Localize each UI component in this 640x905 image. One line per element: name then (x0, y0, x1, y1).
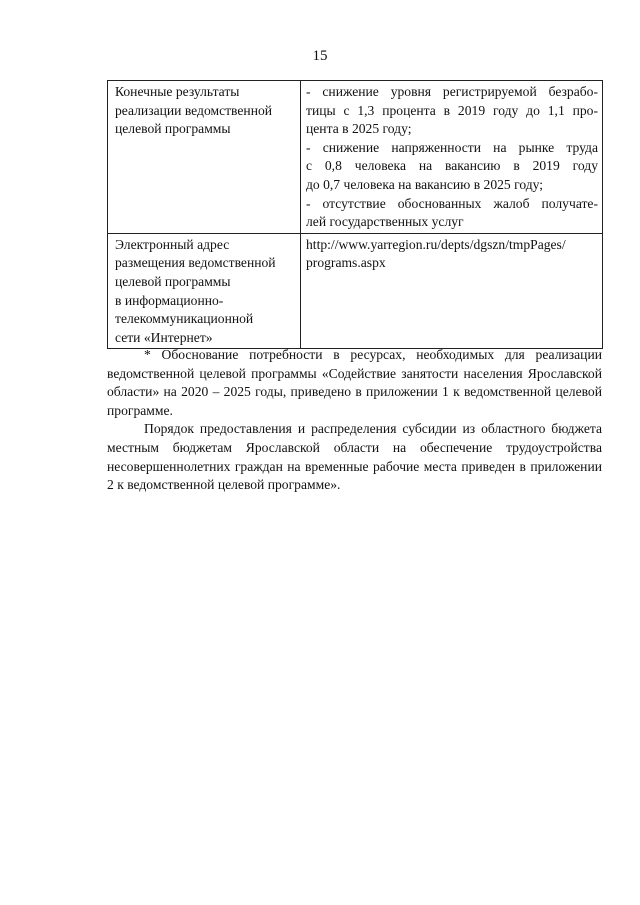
value-line: цента в 2025 году; (306, 121, 412, 137)
program-url-line: programs.aspx (306, 255, 386, 271)
value-line: до 0,7 человека на вакансию в 2025 году; (306, 176, 544, 192)
label-line: реализации ведомственной (115, 102, 273, 118)
label-line: целевой программы (115, 273, 231, 289)
value-line: - отсутствие обоснованных жалоб получате- (306, 195, 598, 211)
value-line: - снижение напряженности на рынке труда (306, 139, 598, 155)
row-value-electronic-address (301, 233, 603, 349)
row-label-final-results (108, 81, 301, 234)
program-url-line: http://www.yarregion.ru/depts/dgszn/tmpPages/ (306, 236, 566, 252)
label-line: Конечные результаты (115, 84, 240, 99)
page-number: 15 (312, 48, 328, 64)
label-line: в информационно- (115, 292, 224, 308)
table-row-electronic-address (108, 233, 603, 349)
label-line: размещения ведомственной (115, 255, 276, 271)
row-value-final-results (301, 81, 603, 234)
value-line: - снижение уровня регистрируемой безрабо- (306, 84, 598, 99)
procedure-paragraph: Порядок предоставления и распределения субсидии из областного бюджета местным бюджетам Ярославской области на обеспечение трудоустройства несовершеннолетних граждан на временные рабочие места приведен в приложении 2 к ведомственной целевой программе». (107, 421, 602, 493)
value-line: с 0,8 человека на вакансию в 2019 году (306, 158, 598, 174)
value-line: лей государственных услуг (306, 214, 464, 230)
program-info-table (107, 80, 603, 349)
footnote-paragraph: * Обоснование потребности в ресурсах, необходимых для реализации ведомственной целевой программы «Содействие занятости населения Ярославской области» на 2020 – 2025 годы, приведено в приложении 1 к ведомственной целевой программе. (107, 347, 602, 418)
label-line: телекоммуникационной (115, 311, 254, 327)
label-line: Электронный адрес (115, 236, 230, 252)
notes-section (107, 346, 602, 495)
row-label-electronic-address (108, 233, 301, 349)
table-row-final-results (108, 81, 603, 234)
value-line: тицы с 1,3 процента в 2019 году до 1,1 про- (306, 102, 598, 118)
label-line: целевой программы (115, 121, 231, 137)
label-line: сети «Интернет» (115, 329, 213, 345)
